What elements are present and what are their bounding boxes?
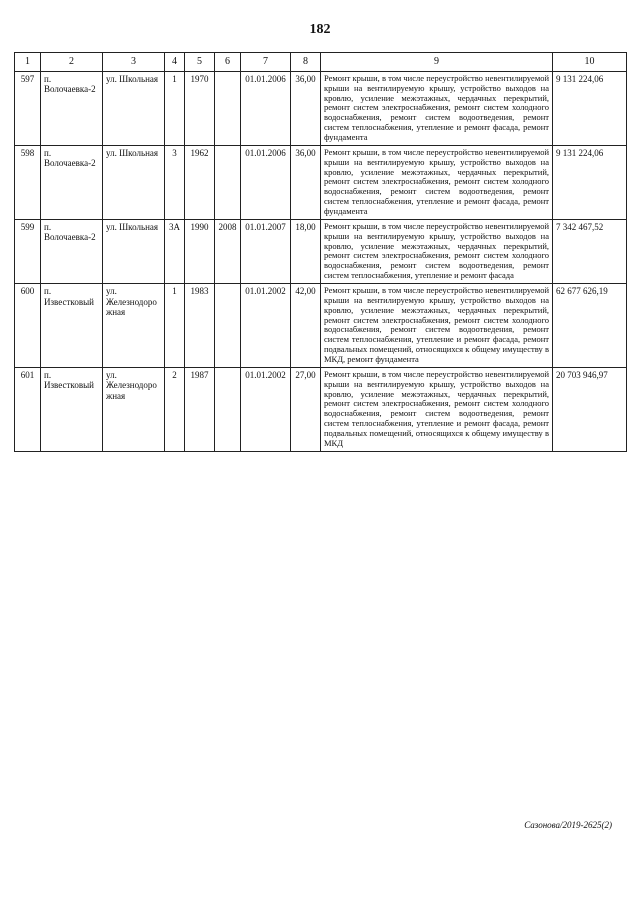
year-built-cell: 1970	[185, 71, 215, 145]
house-number-cell: 3А	[165, 219, 185, 283]
street-cell: ул. Железнодорожная	[103, 283, 165, 367]
works-description-cell: Ремонт крыши, в том числе переустройство невентилируемой крыши на вентилируемую крышу, устройство выходов на кровлю, усиление межэтажных, чердачных перекрытий, ремонт систем электроснабжения, ремонт систем холодного водоснабжения, ремонт систем водоотведения, ремонт систем теплоснабжения, утепление и ремонт фасада, ремонт фундамента	[321, 71, 553, 145]
cost-cell: 9 131 224,06	[553, 145, 627, 219]
settlement-cell: п. Волочаевка-2	[41, 71, 103, 145]
house-number-cell: 1	[165, 283, 185, 367]
works-description-cell: Ремонт крыши, в том числе переустройство невентилируемой крыши на вентилируемую крышу, устройство выходов на кровлю, усиление межэтажных, чердачных перекрытий, ремонт систем электроснабжения, ремонт систем холодного водоснабжения, ремонт систем водоотведения, ремонт систем теплоснабжения, утепление и ремонт фасада	[321, 219, 553, 283]
row-number: 598	[15, 145, 41, 219]
table-row	[15, 367, 627, 451]
table-row	[15, 145, 627, 219]
settlement-cell: п. Известковый	[41, 283, 103, 367]
cost-cell: 9 131 224,06	[553, 71, 627, 145]
house-number-cell: 3	[165, 145, 185, 219]
column-header: 9	[321, 53, 553, 72]
year-built-cell: 1987	[185, 367, 215, 451]
column-header: 8	[291, 53, 321, 72]
date-cell: 01.01.2006	[241, 145, 291, 219]
date-cell: 01.01.2002	[241, 283, 291, 367]
table-row	[15, 219, 627, 283]
column-header: 10	[553, 53, 627, 72]
settlement-cell: п. Волочаевка-2	[41, 219, 103, 283]
table-row	[15, 71, 627, 145]
row-number: 600	[15, 283, 41, 367]
percent-cell: 36,00	[291, 71, 321, 145]
column-6-cell	[215, 145, 241, 219]
works-description-cell: Ремонт крыши, в том числе переустройство невентилируемой крыши на вентилируемую крышу, устройство выходов на кровлю, усиление межэтажных, чердачных перекрытий, ремонт систем электроснабжения, ремонт систем холодного водоснабжения, ремонт систем водоотведения, ремонт систем теплоснабжения, утепление и ремонт фасада, ремонт подвальных помещений, относящихся к общему имуществу в МКД	[321, 367, 553, 451]
row-number: 597	[15, 71, 41, 145]
column-header: 4	[165, 53, 185, 72]
year-built-cell: 1990	[185, 219, 215, 283]
column-header: 6	[215, 53, 241, 72]
percent-cell: 42,00	[291, 283, 321, 367]
street-cell: ул. Железнодорожная	[103, 367, 165, 451]
works-description-cell: Ремонт крыши, в том числе переустройство невентилируемой крыши на вентилируемую крышу, устройство выходов на кровлю, усиление межэтажных, чердачных перекрытий, ремонт систем электроснабжения, ремонт систем холодного водоснабжения, ремонт систем водоотведения, ремонт систем теплоснабжения, утепление и ремонт фасада, ремонт фундамента	[321, 145, 553, 219]
column-6-cell	[215, 71, 241, 145]
table-row	[15, 283, 627, 367]
column-header: 2	[41, 53, 103, 72]
header-row	[15, 53, 627, 72]
cost-cell: 20 703 946,97	[553, 367, 627, 451]
cost-cell: 7 342 467,52	[553, 219, 627, 283]
street-cell: ул. Школьная	[103, 219, 165, 283]
column-header: 5	[185, 53, 215, 72]
column-header: 3	[103, 53, 165, 72]
house-number-cell: 1	[165, 71, 185, 145]
percent-cell: 27,00	[291, 367, 321, 451]
page-number: 182	[309, 22, 331, 37]
date-cell: 01.01.2006	[241, 71, 291, 145]
column-6-cell	[215, 283, 241, 367]
column-6-cell: 2008	[215, 219, 241, 283]
settlement-cell: п. Известковый	[41, 367, 103, 451]
row-number: 601	[15, 367, 41, 451]
date-cell: 01.01.2002	[241, 367, 291, 451]
cost-cell: 62 677 626,19	[553, 283, 627, 367]
house-number-cell: 2	[165, 367, 185, 451]
column-6-cell	[215, 367, 241, 451]
column-header: 7	[241, 53, 291, 72]
percent-cell: 36,00	[291, 145, 321, 219]
housing-registry-table	[14, 52, 627, 452]
year-built-cell: 1962	[185, 145, 215, 219]
street-cell: ул. Школьная	[103, 145, 165, 219]
date-cell: 01.01.2007	[241, 219, 291, 283]
year-built-cell: 1983	[185, 283, 215, 367]
street-cell: ул. Школьная	[103, 71, 165, 145]
document-footer-code: Сазонова/2019-2625(2)	[524, 820, 612, 830]
settlement-cell: п. Волочаевка-2	[41, 145, 103, 219]
percent-cell: 18,00	[291, 219, 321, 283]
row-number: 599	[15, 219, 41, 283]
column-header: 1	[15, 53, 41, 72]
works-description-cell: Ремонт крыши, в том числе переустройство невентилируемой крыши на вентилируемую крышу, устройство выходов на кровлю, усиление межэтажных, чердачных перекрытий, ремонт систем электроснабжения, ремонт систем холодного водоснабжения, ремонт систем водоотведения, ремонт систем теплоснабжения, утепление и ремонт фасада, ремонт подвальных помещений, относящихся к общему имуществу в МКД, ремонт фундамента	[321, 283, 553, 367]
